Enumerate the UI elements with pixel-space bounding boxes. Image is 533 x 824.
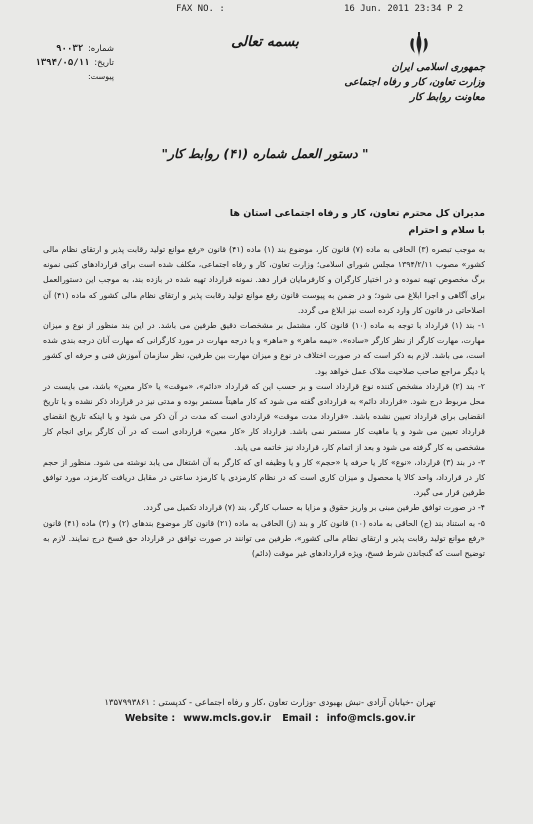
email-link[interactable]: info@mcls.gov.ir xyxy=(326,713,416,724)
website-link[interactable]: www.mcls.gov.ir xyxy=(183,713,271,724)
letter-number-row xyxy=(14,42,114,56)
body-paragraph: به موجب تبصره (۳) الحاقی به ماده (۷) قانون کار، موضوع بند (۱) ماده (۴۱) قانون «رفع موانع تولید رقابت پذیر و ارتقای نظام مالی کشور» مصوب ۱۳۹۴/۲/۱۱ مجلس شورای اسلامی؛ وزارت تعاون، کار و رفاه اجتماعی، مکلف شده است برای قراردادهای کتبی نمونه برگ مخصوص تهیه نموده و در اختیار کارگران و کارفرمایان قرار دهد. نمونه قرارداد تهیه شده در بازده بند، به موجب این دستورالعمل برای آگاهی و اجرا ابلاغ می شود؛ و در ضمن به پیوست قانون رفع موانع تولید رقابت پذیر و ارتقای نظام مالی کشور که ماده (۴۱) آن اصلاحاتی در قانون کار وارد کرده است نیز ابلاغ می گردد. xyxy=(43,245,486,315)
greeting: با سلام و احترام xyxy=(408,225,485,236)
body-paragraph: ۲- بند (۲) قرارداد مشخص کننده نوع قرارداد است و بر حسب این که قرارداد «دائم»، «موقت» یا «کار معین» باشد، می بایست در محل مربوط درج شود. «قرارداد دائم» به قراردادی گفته می شود که کار ماهیتاً مستمر بوده و مدتی نیز در قرارداد ذکر نشده و یا تاریخ انقضایی برای قرارداد تعیین نشده باشد. «قرارداد مدت موقت» قراردادی است که مدت در آن ذکر می شود و یا اینکه تاریخ انقضای قرارداد تعیین می شود و یا ماهیت کار مستمر نمی باشد. قرارداد کار «کار معین» قراردادی است که در آن کارگر برای انجام کار مشخصی به کار گرفته می شود و بعد از اتمام کار، قرارداد نیز خاتمه می یابد. xyxy=(43,381,485,452)
letter-footer xyxy=(60,696,480,726)
footer-contact xyxy=(60,711,480,726)
letter-meta xyxy=(14,42,114,84)
website-label: Website : xyxy=(124,713,176,724)
fax-number-label: FAX NO. : xyxy=(176,4,225,14)
fax-header xyxy=(0,4,533,18)
letter-body xyxy=(43,242,485,561)
letter-attachment-label: پیوست: xyxy=(87,72,114,81)
letter-number-label: شماره: xyxy=(87,44,114,54)
org-line-deputy: معاونت روابط کار xyxy=(410,92,485,103)
document-title: " دستور العمل شماره (۴۱) روابط کار" xyxy=(161,146,369,161)
body-paragraph: ۱- بند (۱) قرارداد با توجه به ماده (۱۰) قانون کار، مشتمل بر مشخصات دقیق طرفین می باشد. در این بند منظور از نوع و میزان مهارت، مهارت کارگر از نظر کارگر «ساده»، «نیمه ماهر» و «ماهر» و یا درجه مهارت در مورد کارگرانی که مهارت آنان درجه بندی شده است، می باشد. لازم به ذکر است که در صورت اختلاف در نوع و میزان مهارت بین طرفین، نظر سازمان آموزش فنی و حرفه ای کشور یا دیگر مراجع صاحب صلاحیت ملاک عمل خواهد بود. xyxy=(43,321,485,376)
letter-number-value: ۹۰۰۳۲ xyxy=(56,44,84,54)
organization-block xyxy=(335,60,485,105)
org-line-ministry: وزارت تعاون، کار و رفاه اجتماعی xyxy=(344,77,485,88)
bismillah-heading: بسمه تعالی xyxy=(231,34,299,50)
letter-date-row xyxy=(14,56,114,70)
body-paragraph: ۴- در صورت توافق طرفین مبنی بر واریز حقوق و مزایا به حساب کارگر، بند (۷) قرارداد تکمیل می گردد. xyxy=(143,503,485,513)
email-label: Email : xyxy=(282,713,319,724)
iran-emblem-icon xyxy=(408,32,430,58)
org-line-country: جمهوری اسلامی ایران xyxy=(391,62,485,73)
letter-date-value: ۱۳۹۴/۰۵/۱۱ xyxy=(35,58,90,68)
fax-datetime: 16 Jun. 2011 23:34 P 2 xyxy=(344,4,464,14)
body-paragraph: ۵- به استناد بند (ج) الحاقی به ماده (۱۰) قانون کار و بند (ز) الحاقی به ماده (۲۱) قانون کار موضوع بندهای (۲) و (۳) ماده (۴۱) قانون «رفع موانع تولید رقابت پذیر و ارتقای نظام مالی کشور»، طرفین می توانند در صورت توافق در قرارداد حق فسخ درج نمایند. لازم به توضیح است که گنجاندن شرط فسخ، ویژه قراردادهای غیر موقت (دائم) xyxy=(43,518,486,559)
letter-date-label: تاریخ: xyxy=(94,58,114,68)
addressee: مدیران کل محترم تعاون، کار و رفاه اجتماعی استان ها xyxy=(229,208,485,219)
footer-address: تهران -خیابان آزادی -نبش بهبودی -وزارت تعاون ،کار و رفاه اجتماعی - کدپستی : ۱۳۵۷۹۹۳۸۶۱ xyxy=(104,698,436,708)
body-paragraph: ۳- در بند (۳) قرارداد، «نوع» کار یا حرفه یا «حجم» کار و یا وظیفه ای که کارگر به آن اشتغال می یابد نوشته می شود. منظور از حجم کار در قرارداد، واحد کالا یا محصول و میزان کاری است که در نظام کارمزدی یا کارمزد ساعتی در مقابل دریافت کارمزد، مورد توافق طرفین قرار می گیرد. xyxy=(43,457,485,498)
